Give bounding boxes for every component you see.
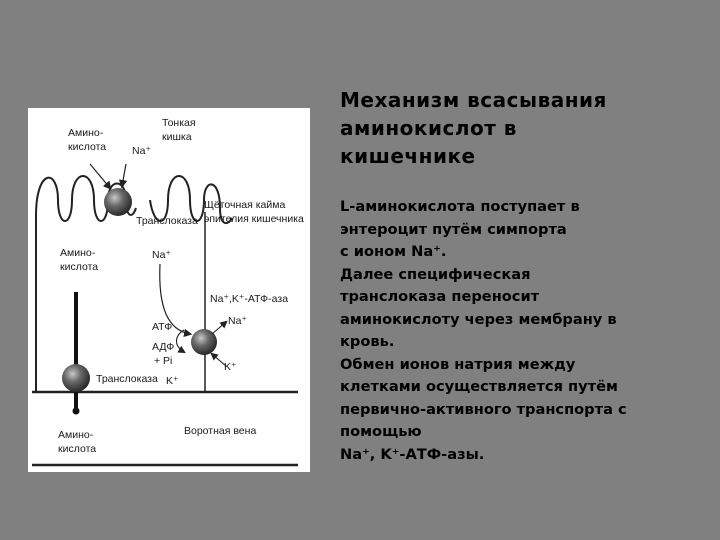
amino-mid-label-2: кислота — [60, 261, 99, 273]
amino-bottom-label-1: Амино- — [58, 429, 94, 441]
body-line: первично-активного транспорта с — [340, 400, 627, 418]
translocase-top-carrier — [104, 188, 132, 216]
amino-acid-dot — [73, 408, 80, 415]
body-line: Далее специфическая — [340, 265, 531, 283]
k-bottom-label: K⁺ — [166, 375, 179, 387]
title-line: кишечнике — [340, 144, 476, 168]
body-line: Na⁺, K⁺-АТФ-азы. — [340, 445, 485, 463]
na-right-label: Na⁺ — [228, 315, 247, 327]
brush-border-line — [36, 176, 232, 223]
amino-top-label-1: Амино- — [68, 127, 104, 139]
body-line: L-аминокислота поступает в — [340, 198, 580, 215]
adp-label: АДФ — [152, 341, 175, 353]
atpase-label: Na⁺,K⁺-АТФ-аза — [210, 293, 289, 305]
title-line: Механизм всасывания — [340, 88, 607, 112]
amino-bottom-label-2: кислота — [58, 443, 97, 455]
diagram-panel — [28, 108, 310, 472]
amino-acid-absorption-diagram — [28, 108, 310, 472]
slide-title — [340, 86, 710, 170]
body-line: с ионом Na⁺. — [340, 243, 447, 260]
brush-border-label-1: Щёточная кайма — [204, 199, 286, 211]
na-entry-arrow — [122, 164, 126, 186]
amino-top-label-2: кислота — [68, 141, 107, 153]
title-line: аминокислот в — [340, 116, 517, 140]
body-line: энтероцит путём симпорта — [340, 220, 567, 238]
na-mid-label: Na⁺ — [152, 249, 171, 261]
body-line: транслоказа переносит — [340, 288, 540, 305]
body-line: клетками осуществляется путём — [340, 378, 618, 395]
intestine-label-2: кишка — [162, 131, 192, 143]
intestine-label-1: Тонкая — [162, 117, 196, 129]
atp-to-adp-arrow — [177, 330, 185, 352]
translocase-top-label: Транслоказа — [136, 215, 198, 227]
amino-entry-arrow — [90, 164, 110, 188]
portal-vein-label: Воротная вена — [184, 425, 257, 437]
slide-body-text — [340, 196, 710, 466]
na-exit-arrow — [212, 322, 226, 334]
translocase-bottom-carrier — [62, 364, 90, 392]
amino-mid-label-1: Амино- — [60, 247, 96, 259]
k-right-label: K⁺ — [224, 361, 237, 373]
atp-label: АТФ — [152, 321, 173, 333]
body-line: аминокислоту через мембрану в — [340, 310, 617, 328]
na-top-label: Na⁺ — [132, 145, 151, 157]
body-line: кровь. — [340, 333, 395, 350]
body-line: помощью — [340, 423, 422, 440]
pi-label: + Pi — [154, 355, 173, 367]
translocase-bottom-label: Транслоказа — [96, 373, 158, 385]
brush-border-label-2: эпителия кишечника — [204, 213, 304, 225]
body-line: Обмен ионов натрия между — [340, 355, 576, 373]
